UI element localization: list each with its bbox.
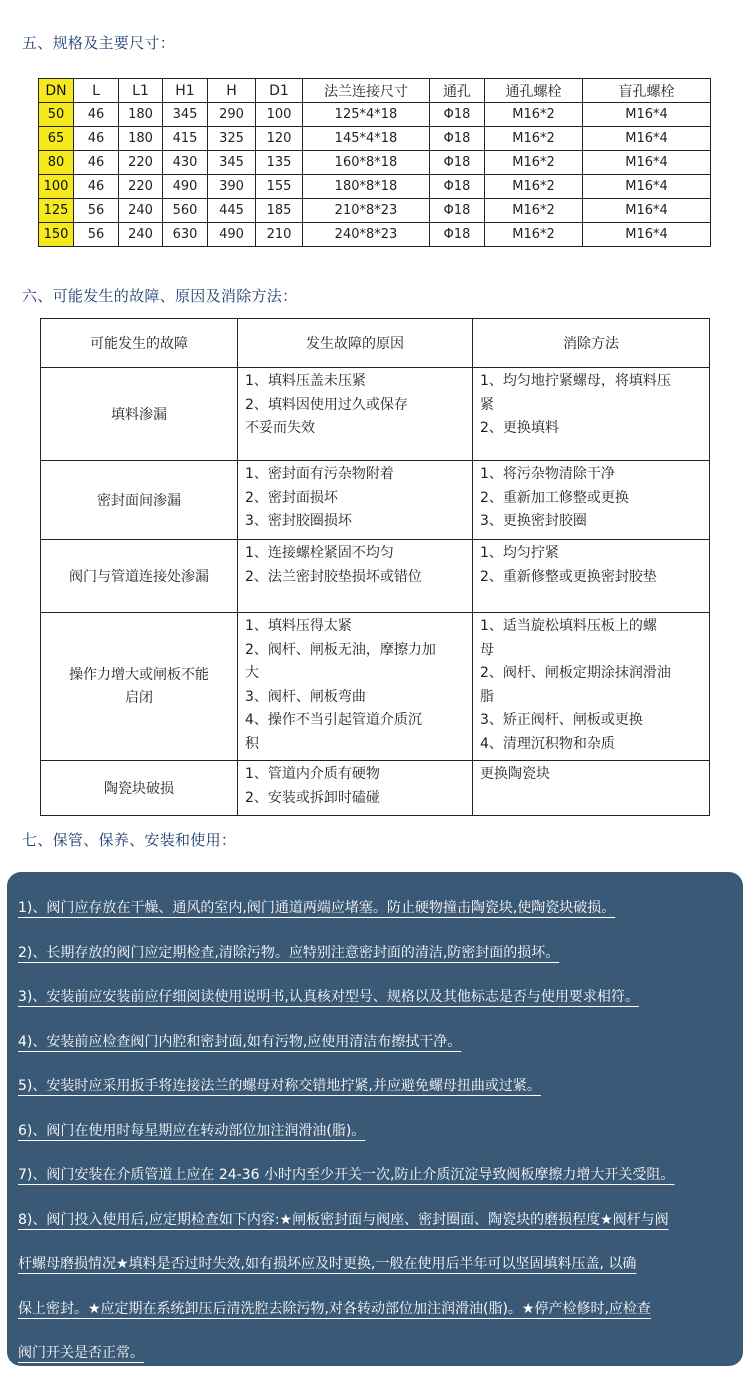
- spec-header-cell: 通孔螺栓: [485, 79, 583, 103]
- spec-table-header-row: [39, 79, 711, 103]
- care-item-3: 3)、安装前应安装前应仔细阅读使用说明书,认真核对型号、规格以及其他标志是否与使用要求相符。: [18, 989, 639, 1005]
- spec-cell: 120: [256, 127, 303, 151]
- spec-table: [38, 78, 711, 247]
- spec-cell: 145*4*18: [303, 127, 430, 151]
- cause-line: 1、填料压得太紧: [245, 618, 352, 634]
- cause-line: 2、安装或拆卸时磕碰: [245, 789, 380, 806]
- care-item-6: 6)、阀门在使用时每星期应在转动部位加注润滑油(脂)。: [18, 1122, 366, 1139]
- spec-cell: M16*4: [583, 103, 711, 127]
- spec-cell: 220: [119, 151, 163, 175]
- care-item-8-line: 杆螺母磨损情况★填料是否过时失效,如有损坏应及时更换,一般在使用后半年可以坚固填料压盖, 以确: [18, 1256, 637, 1272]
- section-6-heading: 六、可能发生的故障、原因及消除方法：: [22, 287, 298, 305]
- spec-cell: 490: [163, 175, 208, 199]
- cause-line: 2、密封面损坏: [245, 489, 338, 506]
- spec-cell: M16*2: [485, 223, 583, 247]
- spec-cell: 445: [208, 199, 256, 223]
- fault-remedy-cell: [473, 368, 710, 461]
- spec-cell: Φ18: [430, 103, 485, 127]
- fault-header-cell: 发生故障的原因: [238, 319, 473, 368]
- fault-table-row: [41, 368, 710, 461]
- spec-cell: Φ18: [430, 151, 485, 175]
- care-item-8-line: 保上密封。★应定期在系统卸压后清洗腔去除污物,对各转动部位加注润滑油(脂)。★停产检修时,应检查: [18, 1300, 651, 1317]
- care-item-2: 2)、长期存放的阀门应定期检查,清除污物。应特别注意密封面的清洁,防密封面的损坏。: [18, 944, 560, 961]
- remedy-line: 紧: [480, 396, 494, 413]
- spec-dn-cell: 65: [39, 127, 74, 151]
- fault-cause-cell: [238, 368, 473, 461]
- spec-cell: M16*4: [583, 127, 711, 151]
- spec-cell: Φ18: [430, 223, 485, 247]
- spec-table-row: [39, 223, 711, 247]
- fault-header-cell: 可能发生的故障: [41, 319, 238, 368]
- cause-line: 3、阀杆、闸板弯曲: [245, 688, 366, 705]
- spec-cell: M16*2: [485, 199, 583, 223]
- fault-header-cell: 消除方法: [473, 319, 710, 368]
- fault-table-row: [41, 613, 710, 761]
- care-item-8-line: 阀门开关是否正常。: [18, 1345, 144, 1361]
- cause-line: 1、连接螺栓紧固不均匀: [245, 545, 394, 561]
- fault-cause-cell: [238, 613, 473, 761]
- section-7-heading: 七、保管、保养、安装和使用：: [22, 831, 237, 849]
- spec-table-row: [39, 151, 711, 175]
- spec-table-row: [39, 175, 711, 199]
- cause-line: 2、法兰密封胶垫损坏或错位: [245, 568, 422, 585]
- spec-cell: M16*4: [583, 151, 711, 175]
- fault-remedy-cell: [473, 540, 710, 613]
- fault-table-row: [41, 761, 710, 816]
- remedy-line: 3、矫正阀杆、闸板或更换: [480, 712, 643, 728]
- fault-remedy-cell: [473, 761, 710, 816]
- spec-cell: 210*8*23: [303, 199, 430, 223]
- spec-cell: 46: [74, 127, 119, 151]
- spec-cell: 415: [163, 127, 208, 151]
- spec-cell: Φ18: [430, 175, 485, 199]
- spec-header-cell: L1: [119, 79, 163, 103]
- fault-table-header-row: [41, 319, 710, 368]
- fault-name-line: 启闭: [125, 689, 153, 706]
- spec-cell: 180*8*18: [303, 175, 430, 199]
- spec-header-cell: L: [74, 79, 119, 103]
- fault-name-text: 阀门与管道连接处渗漏: [69, 569, 209, 585]
- spec-header-cell: 法兰连接尺寸: [303, 79, 430, 103]
- spec-dn-cell: 50: [39, 103, 74, 127]
- fault-name-text: 填料渗漏: [111, 407, 167, 423]
- care-item-8-line: 8)、阀门投入使用后,应定期检查如下内容:★闸板密封面与阀座、密封圈面、陶瓷块的磨损程度★阀杆与阀: [18, 1211, 669, 1228]
- spec-cell: 56: [74, 199, 119, 223]
- cause-line: 不妥而失效: [245, 420, 315, 436]
- spec-header-cell: 通孔: [430, 79, 485, 103]
- spec-cell: 240: [119, 199, 163, 223]
- fault-name-cell: [41, 540, 238, 613]
- spec-cell: 490: [208, 223, 256, 247]
- fault-name-cell: [41, 613, 238, 761]
- spec-header-cell: 盲孔螺栓: [583, 79, 711, 103]
- spec-header-cell: H1: [163, 79, 208, 103]
- spec-cell: 56: [74, 223, 119, 247]
- spec-cell: 100: [256, 103, 303, 127]
- cause-line: 2、填料因使用过久或保存: [245, 396, 408, 413]
- spec-dn-cell: 150: [39, 223, 74, 247]
- fault-name-text: 陶瓷块破损: [104, 781, 174, 797]
- care-panel: [7, 872, 743, 1366]
- spec-cell: 345: [163, 103, 208, 127]
- remedy-line: 更换陶瓷块: [480, 766, 550, 782]
- fault-name-cell: [41, 461, 238, 540]
- remedy-line: 1、将污杂物清除干净: [480, 466, 615, 482]
- care-item-8: [18, 1198, 735, 1376]
- spec-cell: 185: [256, 199, 303, 223]
- spec-cell: 180: [119, 127, 163, 151]
- spec-cell: M16*2: [485, 151, 583, 175]
- spec-table-row: [39, 199, 711, 223]
- fault-name-cell: [41, 368, 238, 461]
- remedy-line: 4、清理沉积物和杂质: [480, 735, 615, 752]
- spec-cell: M16*2: [485, 103, 583, 127]
- fault-table-row: [41, 540, 710, 613]
- spec-cell: 160*8*18: [303, 151, 430, 175]
- spec-cell: 345: [208, 151, 256, 175]
- spec-cell: 135: [256, 151, 303, 175]
- section-5-heading: 五、规格及主要尺寸：: [22, 34, 176, 52]
- remedy-line: 2、更换填料: [480, 420, 559, 436]
- spec-cell: 46: [74, 175, 119, 199]
- spec-header-cell: D1: [256, 79, 303, 103]
- fault-table: [40, 318, 710, 816]
- remedy-line: 2、重新加工修整或更换: [480, 489, 629, 506]
- spec-table-row: [39, 127, 711, 151]
- remedy-line: 2、阀杆、闸板定期涂抹润滑油: [480, 665, 671, 681]
- spec-dn-cell: 80: [39, 151, 74, 175]
- cause-line: 大: [245, 665, 259, 681]
- fault-remedy-cell: [473, 613, 710, 761]
- fault-cause-cell: [238, 461, 473, 540]
- spec-cell: 290: [208, 103, 256, 127]
- fault-name-line: 操作力增大或闸板不能: [69, 666, 209, 683]
- spec-cell: Φ18: [430, 127, 485, 151]
- spec-cell: 390: [208, 175, 256, 199]
- spec-cell: 430: [163, 151, 208, 175]
- remedy-line: 脂: [480, 688, 494, 705]
- fault-table-row: [41, 461, 710, 540]
- spec-cell: 560: [163, 199, 208, 223]
- remedy-line: 1、适当旋松填料压板上的螺: [480, 618, 657, 634]
- cause-line: 积: [245, 735, 259, 752]
- remedy-line: 1、均匀地拧紧螺母，将填料压: [480, 373, 671, 389]
- spec-table-row: [39, 103, 711, 127]
- remedy-line: 1、均匀拧紧: [480, 545, 559, 561]
- spec-cell: 180: [119, 103, 163, 127]
- care-item-5: 5)、安装时应采用扳手将连接法兰的螺母对称交错地拧紧,并应避免螺母扭曲或过紧。: [18, 1078, 541, 1094]
- spec-cell: M16*4: [583, 223, 711, 247]
- remedy-line: 3、更换密封胶圈: [480, 513, 587, 529]
- care-item-1: 1)、阀门应存放在干燥、通风的室内,阀门通道两端应堵塞。防止硬物撞击陶瓷块,使陶瓷块破损。: [18, 900, 616, 916]
- spec-cell: M16*4: [583, 199, 711, 223]
- spec-cell: 46: [74, 151, 119, 175]
- spec-dn-cell: 100: [39, 175, 74, 199]
- spec-cell: 125*4*18: [303, 103, 430, 127]
- care-item-4: 4)、安装前应检查阀门内腔和密封面,如有污物,应使用清洁布擦拭干净。: [18, 1033, 462, 1050]
- remedy-line: 2、重新修整或更换密封胶垫: [480, 568, 657, 585]
- spec-header-cell: H: [208, 79, 256, 103]
- fault-remedy-cell: [473, 461, 710, 540]
- fault-name-cell: [41, 761, 238, 816]
- cause-line: 3、密封胶圈损坏: [245, 513, 352, 529]
- fault-cause-cell: [238, 761, 473, 816]
- spec-cell: 210: [256, 223, 303, 247]
- spec-cell: Φ18: [430, 199, 485, 223]
- spec-cell: 240*8*23: [303, 223, 430, 247]
- spec-cell: M16*2: [485, 127, 583, 151]
- cause-line: 4、操作不当引起管道介质沉: [245, 712, 422, 728]
- spec-cell: 240: [119, 223, 163, 247]
- cause-line: 2、阀杆、闸板无油，摩擦力加: [245, 641, 436, 658]
- cause-line: 1、管道内介质有硬物: [245, 766, 380, 782]
- cause-line: 1、密封面有污杂物附着: [245, 466, 394, 482]
- spec-cell: 630: [163, 223, 208, 247]
- cause-line: 1、填料压盖未压紧: [245, 373, 366, 389]
- fault-name-text: 密封面间渗漏: [97, 493, 181, 509]
- fault-cause-cell: [238, 540, 473, 613]
- spec-cell: 46: [74, 103, 119, 127]
- care-item-7: 7)、阀门安装在介质管道上应在 24-36 小时内至少开关一次,防止介质沉淀导致阀板摩擦力增大开关受阻。: [18, 1167, 675, 1183]
- spec-cell: M16*4: [583, 175, 711, 199]
- spec-header-cell: DN: [39, 79, 74, 103]
- remedy-line: 母: [480, 641, 494, 658]
- spec-cell: 155: [256, 175, 303, 199]
- spec-cell: 220: [119, 175, 163, 199]
- spec-dn-cell: 125: [39, 199, 74, 223]
- spec-cell: M16*2: [485, 175, 583, 199]
- spec-cell: 325: [208, 127, 256, 151]
